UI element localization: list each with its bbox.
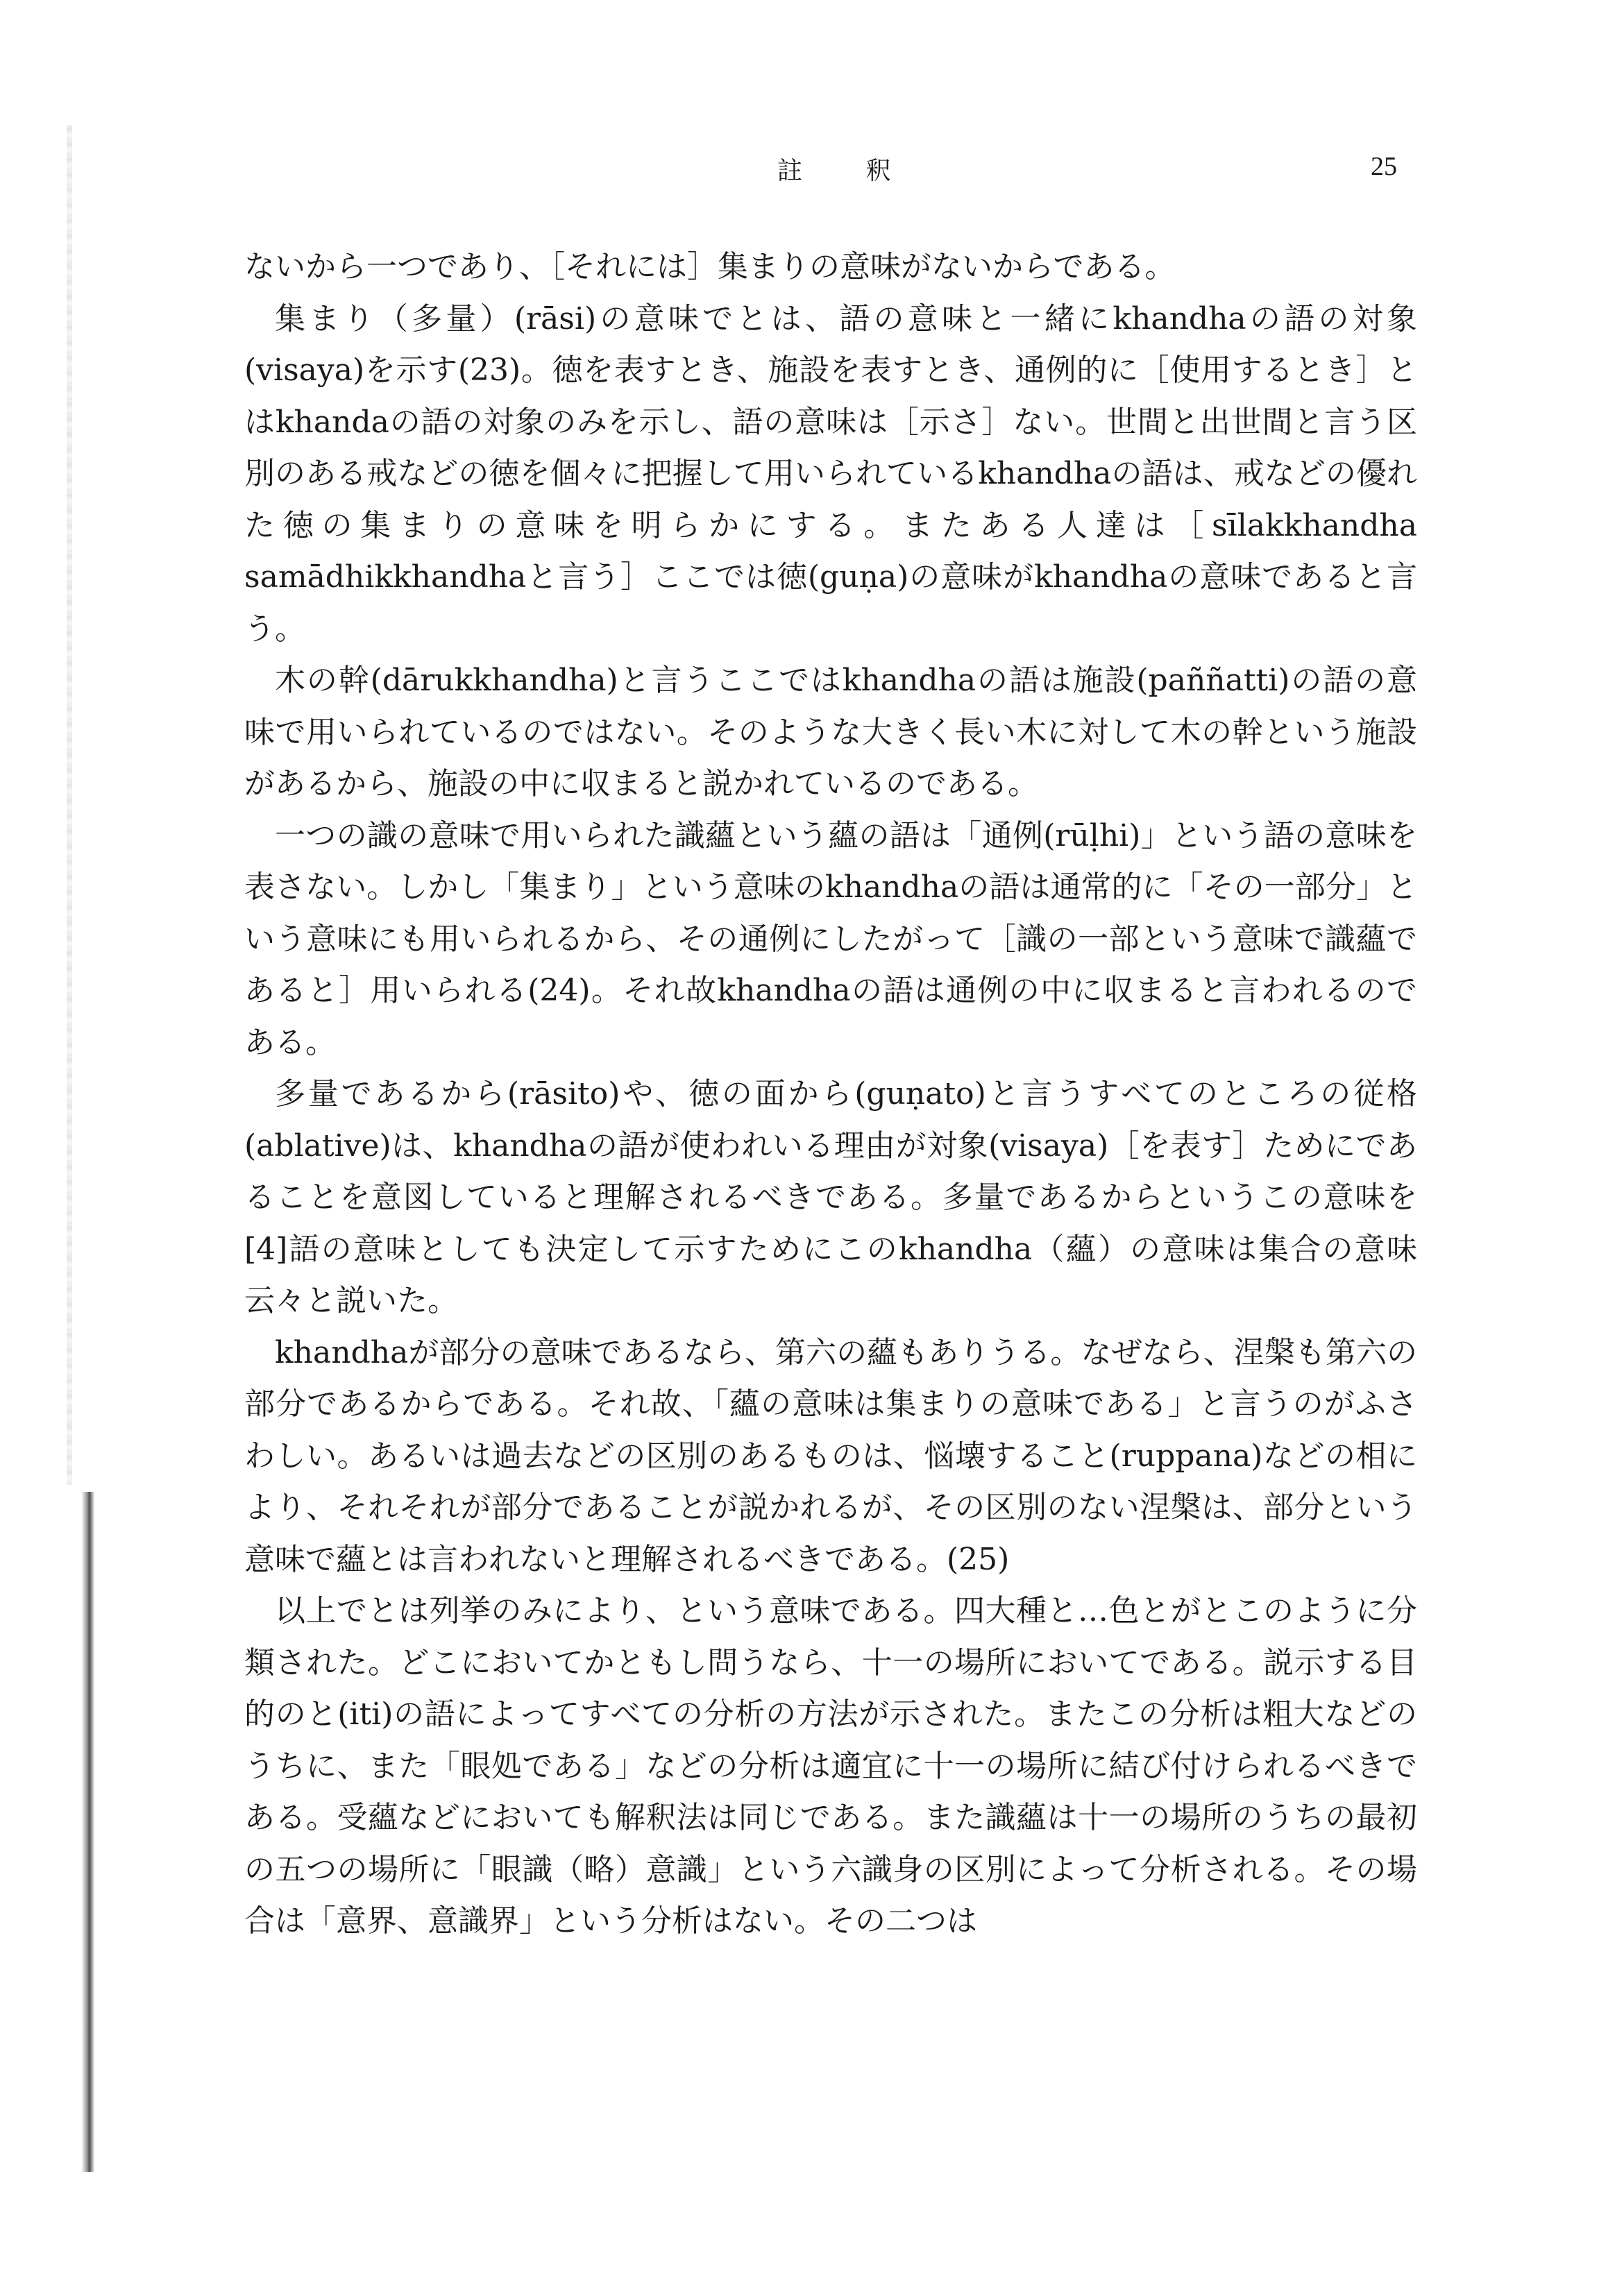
running-title: 註 釈	[777, 157, 919, 185]
scan-binding-shadow	[67, 125, 72, 1485]
paragraph: 集まり（多量）(rāsi)の意味でとは、語の意味と一緒にkhandhaの語の対象(visaya)を示す(23)。徳を表すとき、施設を表すとき、通例的に［使用するとき］とはkhandaの語の対象のみを示し、語の意味は［示さ］ない。世間と出世間と言う区別のある戒などの徳を個々に把握して用いられているkhandhaの語は、戒などの優れた徳の集まりの意味を明らかにする。またある人達は［sīlakkhandha samādhikkhandhaと言う］ここでは徳(guṇa)の意味がkhandhaの意味であると言う。	[244, 300, 1417, 647]
scan-binding-edge	[82, 1492, 94, 2172]
paragraph: 多量であるから(rāsito)や、徳の面から(guṇato)と言うすべてのところの従格(ablative)は、khandhaの語が使われいる理由が対象(visaya)［を表す］ためにであることを意図していると理解されるべきである。多量であるからというこの意味を[4]語の意味としても決定して示すためにこのkhandha（蘊）の意味は集合の意味云々と説いた。	[244, 1076, 1417, 1318]
page-header	[0, 151, 1624, 193]
paragraph: 木の幹(dārukkhandha)と言うここではkhandhaの語は施設(paññatti)の語の意味で用いられているのではない。そのような大きく長い木に対して木の幹という施設があるから、施設の中に収まると説かれているのである。	[244, 663, 1417, 801]
paragraph: khandhaが部分の意味であるなら、第六の蘊もありうる。なぜなら、涅槃も第六の部分であるからである。それ故、「蘊の意味は集まりの意味である」と言うのがふさわしい。あるいは過去などの区別のあるものは、悩壊すること(ruppana)などの相により、それそれが部分であることが説かれるが、その区別のない涅槃は、部分という意味で蘊とは言われないと理解されるべきである。(25)	[244, 1334, 1417, 1577]
paragraph: 一つの識の意味で用いられた識蘊という蘊の語は「通例(rūḷhi)」という語の意味を表さない。しかし「集まり」という意味のkhandhaの語は通常的に「その一部分」という意味にも用いられるから、その通例にしたがって［識の一部という意味で識蘊であると］用いられる(24)。それ故khandhaの語は通例の中に収まると言われるのである。	[244, 817, 1417, 1060]
page-number: 25	[1371, 152, 1397, 181]
paragraph: 以上でとは列挙のみにより、という意味である。四大種と…色とがとこのように分類された。どこにおいてかともし問うなら、十一の場所においてである。説示する目的のと(iti)の語によってすべての分析の方法が示された。またこの分析は粗大などのうちに、また「眼処である」などの分析は適宜に十一の場所に結び付けられるべきである。受蘊などにおいても解釈法は同じである。また識蘊は十一の場所のうちの最初の五つの場所に「眼識（略）意識」という六識身の区別によって分析される。その場合は「意界、意識界」という分析はない。その二つは	[244, 1593, 1417, 1939]
paragraph: ないから一つであり、［それには］集まりの意味がないからである。	[244, 249, 1176, 284]
body-text	[244, 241, 1417, 1948]
